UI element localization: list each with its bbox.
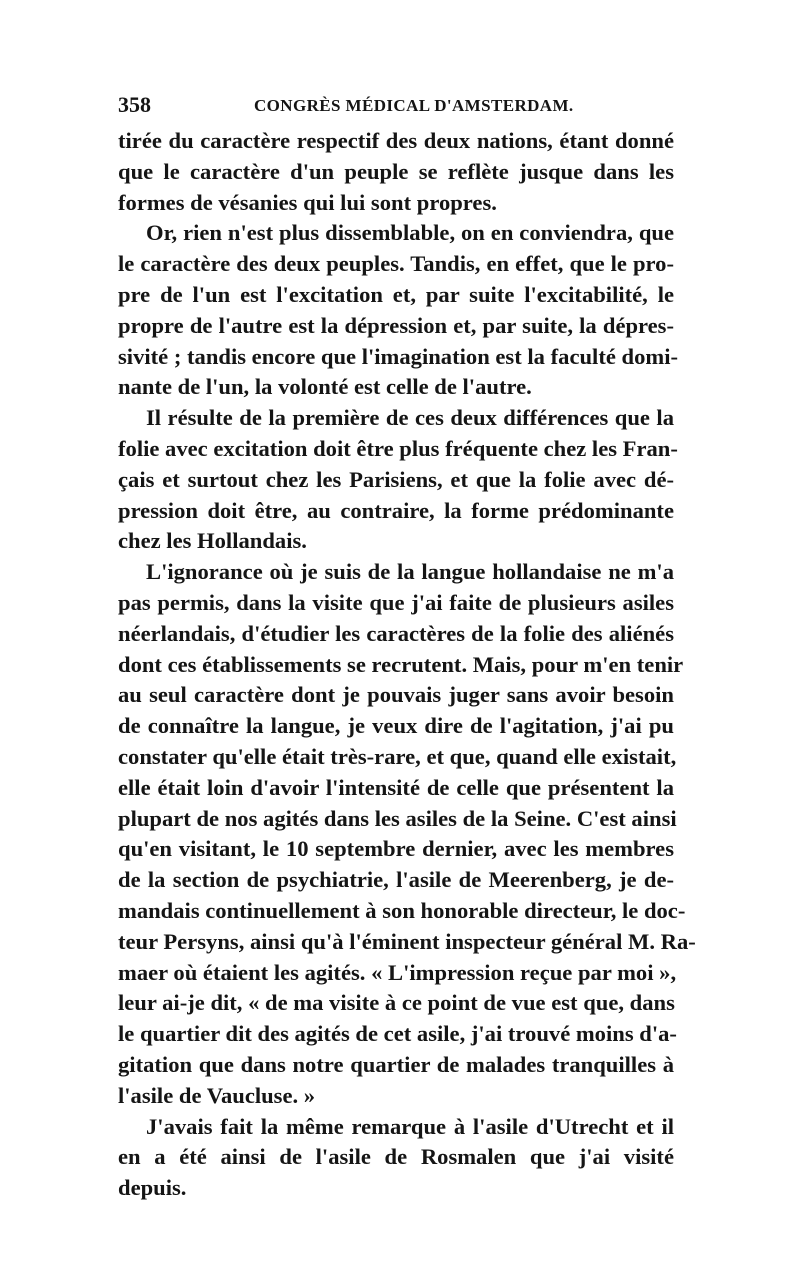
text-line: L'ignorance où je suis de la langue hollandaise ne m'a xyxy=(146,559,674,585)
text-line: tirée du caractère respectif des deux nations, étant donné xyxy=(118,128,674,153)
text-line: en a été ainsi de l'asile de Rosmalen que j'ai visité xyxy=(118,1144,674,1170)
text-line: elle était loin d'avoir l'intensité de celle que présentent la xyxy=(118,774,674,800)
text-line: folie avec excitation doit être plus fréquente chez les Fran- xyxy=(118,435,678,461)
text-line: mandais continuellement à son honorable directeur, le doc- xyxy=(118,897,686,923)
body-text xyxy=(118,126,696,1204)
text-line: le caractère des deux peuples. Tandis, en effet, que le pro- xyxy=(118,251,674,277)
text-line: l'asile de Vaucluse. » xyxy=(118,1082,316,1108)
text-line: propre de l'autre est la dépression et, par suite, la dépres- xyxy=(118,312,674,338)
text-line: néerlandais, d'étudier les caractères de la folie des aliénés xyxy=(118,620,674,646)
running-head: CONGRÈS MÉDICAL D'AMSTERDAM. xyxy=(254,96,574,115)
text-line: J'avais fait la même remarque à l'asile d'Utrecht et il xyxy=(146,1113,674,1139)
text-line: çais et surtout chez les Parisiens, et que la folie avec dé- xyxy=(118,466,674,492)
text-line: chez les Hollandais. xyxy=(118,528,307,554)
text-line: pas permis, dans la visite que j'ai faite de plusieurs asiles xyxy=(118,589,674,615)
text-line: de la section de psychiatrie, l'asile de Meerenberg, je de- xyxy=(118,867,674,893)
text-line: gitation que dans notre quartier de malades tranquilles à xyxy=(118,1051,674,1077)
text-line: Il résulte de la première de ces deux différences que la xyxy=(146,405,674,431)
text-line: sivité ; tandis encore que l'imagination est la faculté domi- xyxy=(118,343,679,369)
text-line: constater qu'elle était très-rare, et que, quand elle existait, xyxy=(118,743,677,769)
text-line: maer où étaient les agités. « L'impression reçue par moi », xyxy=(118,959,677,985)
text-line: au seul caractère dont je pouvais juger sans avoir besoin xyxy=(118,682,674,708)
page-header xyxy=(118,90,678,120)
text-line: plupart de nos agités dans les asiles de la Seine. C'est ainsi xyxy=(118,805,677,831)
text-line: de connaître la langue, je veux dire de l'agitation, j'ai pu xyxy=(118,713,674,739)
text-line: pression doit être, au contraire, la forme prédominante xyxy=(118,497,674,523)
text-line: teur Persyns, ainsi qu'à l'éminent inspecteur général M. Ra- xyxy=(118,928,696,954)
text-line: que le caractère d'un peuple se reflète jusque dans les xyxy=(118,158,674,184)
text-line: le quartier dit des agités de cet asile, j'ai trouvé moins d'a- xyxy=(118,1021,677,1047)
text-line: formes de vésanies qui lui sont propres. xyxy=(118,189,497,215)
text-line: qu'en visitant, le 10 septembre dernier, avec les membres xyxy=(118,836,674,862)
text-line: pre de l'un est l'excitation et, par suite l'excitabilité, le xyxy=(118,281,674,307)
text-line: depuis. xyxy=(118,1175,187,1201)
text-line: Or, rien n'est plus dissemblable, on en conviendra, que xyxy=(146,220,674,246)
text-line: leur ai-je dit, « de ma visite à ce point de vue est que, dans xyxy=(118,990,675,1016)
page-number: 358 xyxy=(118,92,151,117)
text-line: nante de l'un, la volonté est celle de l'autre. xyxy=(118,374,532,400)
text-line: dont ces établissements se recrutent. Mais, pour m'en tenir xyxy=(118,651,684,677)
